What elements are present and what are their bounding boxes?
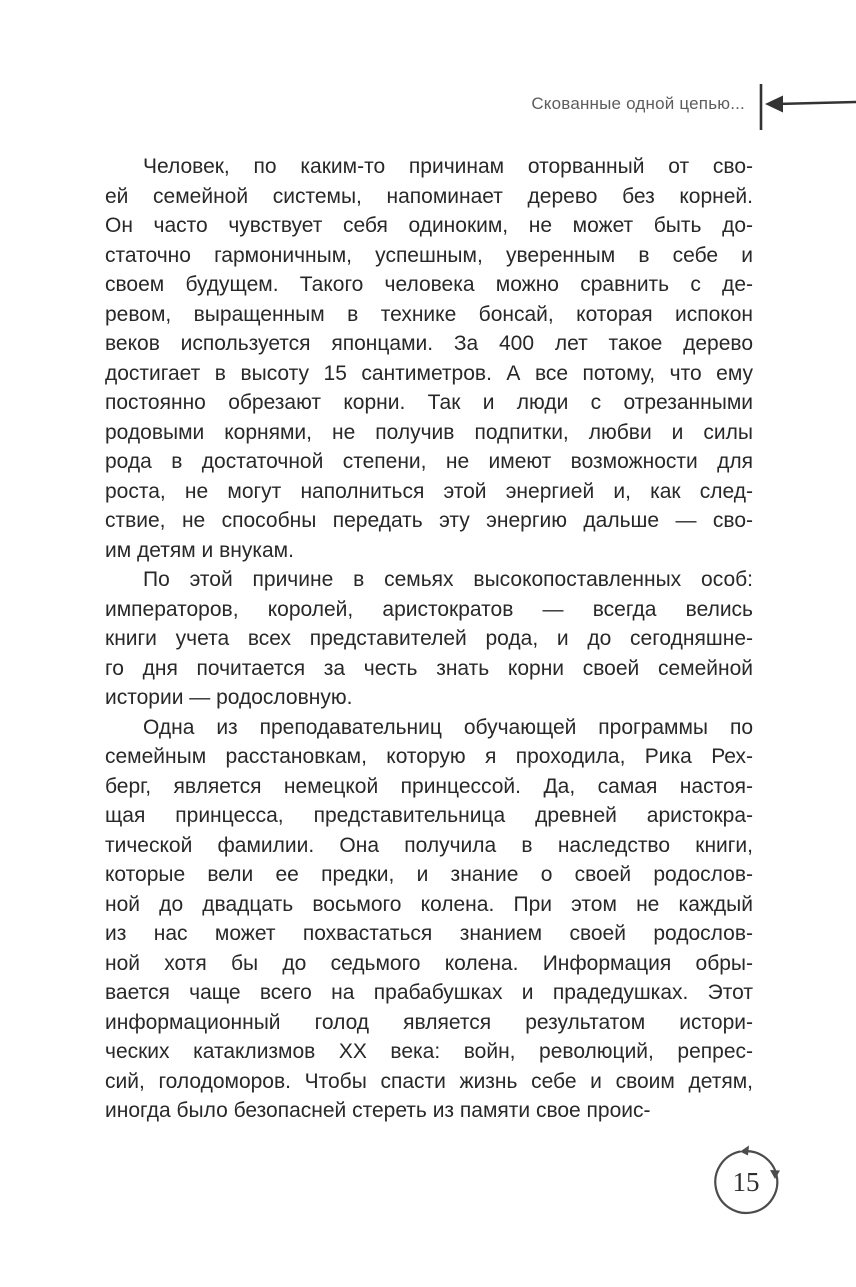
text-line: родовыми корнями, не получив подпитки, любви и силы	[105, 420, 753, 444]
paragraph	[105, 713, 753, 1126]
text-line: достигает в высоту 15 сантиметров. А все потому, что ему	[105, 361, 753, 385]
text-line: веков используется японцами. За 400 лет такое дерево	[105, 332, 753, 355]
text-line: вается чаще всего на прабабушках и прадедушках. Этот	[105, 981, 753, 1004]
text-line: истории — родословную.	[105, 686, 353, 709]
text-line: Человек, по каким-то причинам оторванный от сво-	[143, 155, 753, 178]
text-line: берг, является немецкой принцессой. Да, самая настоя-	[105, 774, 753, 798]
text-line: роста, не могут наполниться этой энергией и, как след-	[105, 479, 753, 503]
text-line: информационный голод является результатом истори-	[105, 1010, 753, 1034]
text-line: ревом, выращенным в технике бонсай, которая испокон	[105, 302, 753, 326]
text-line: иногда было безопасней стереть из памяти свое проис-	[105, 1099, 651, 1122]
page-number: 15	[732, 1166, 760, 1197]
text-line: сий, голодоморов. Чтобы спасти жизнь себе и своим детям,	[105, 1069, 753, 1093]
text-line: рода в достаточной степени, не имеют возможности для	[105, 450, 753, 473]
text-line: Он часто чувствует себя одиноким, не может быть до-	[105, 214, 753, 237]
page-number-badge	[704, 1140, 788, 1224]
text-line: императоров, королей, аристократов — всегда велись	[105, 597, 753, 621]
text-line: книги учета всех представителей рода, и до сегодняшне-	[105, 627, 753, 650]
text-line: го дня почитается за честь знать корни своей семейной	[105, 656, 753, 680]
text-line: статочно гармоничным, успешным, уверенным в себе и	[105, 243, 753, 267]
text-line: постоянно обрезают корни. Так и люди с отрезанными	[105, 391, 753, 414]
text-line: ческих катаклизмов XX века: войн, революций, репрес-	[105, 1040, 753, 1063]
paragraph	[105, 565, 753, 713]
paragraph	[105, 152, 753, 565]
arrow-left-icon	[750, 78, 856, 138]
text-line: Одна из преподавательниц обучающей программы по	[143, 715, 753, 739]
text-line: своем будущем. Такого человека можно сравнить с де-	[105, 273, 753, 296]
running-title: Скованные одной цепью...	[531, 94, 745, 113]
text-line: щая принцесса, представительница древней аристокра-	[105, 804, 753, 827]
body-text	[105, 152, 753, 1126]
text-line: ной до двадцать восьмого колена. При этом не каждый	[105, 892, 753, 916]
text-line: которые вели ее предки, и знание о своей родослов-	[105, 863, 753, 886]
text-line: По этой причине в семьях высокопоставленных особ:	[143, 568, 753, 591]
text-line: семейным расстановкам, которую я проходила, Рика Рех-	[105, 745, 753, 768]
text-line: ствие, не способны передать эту энергию дальше — сво-	[105, 509, 753, 532]
text-line: ной хотя бы до седьмого колена. Информация обры-	[105, 951, 753, 975]
text-line: ей семейной системы, напоминает дерево без корней.	[105, 184, 753, 208]
text-line: тической фамилии. Она получила в наследство книги,	[105, 833, 753, 857]
text-line: им детям и внукам.	[105, 538, 294, 562]
text-line: из нас может похвастаться знанием своей родослов-	[105, 922, 753, 945]
